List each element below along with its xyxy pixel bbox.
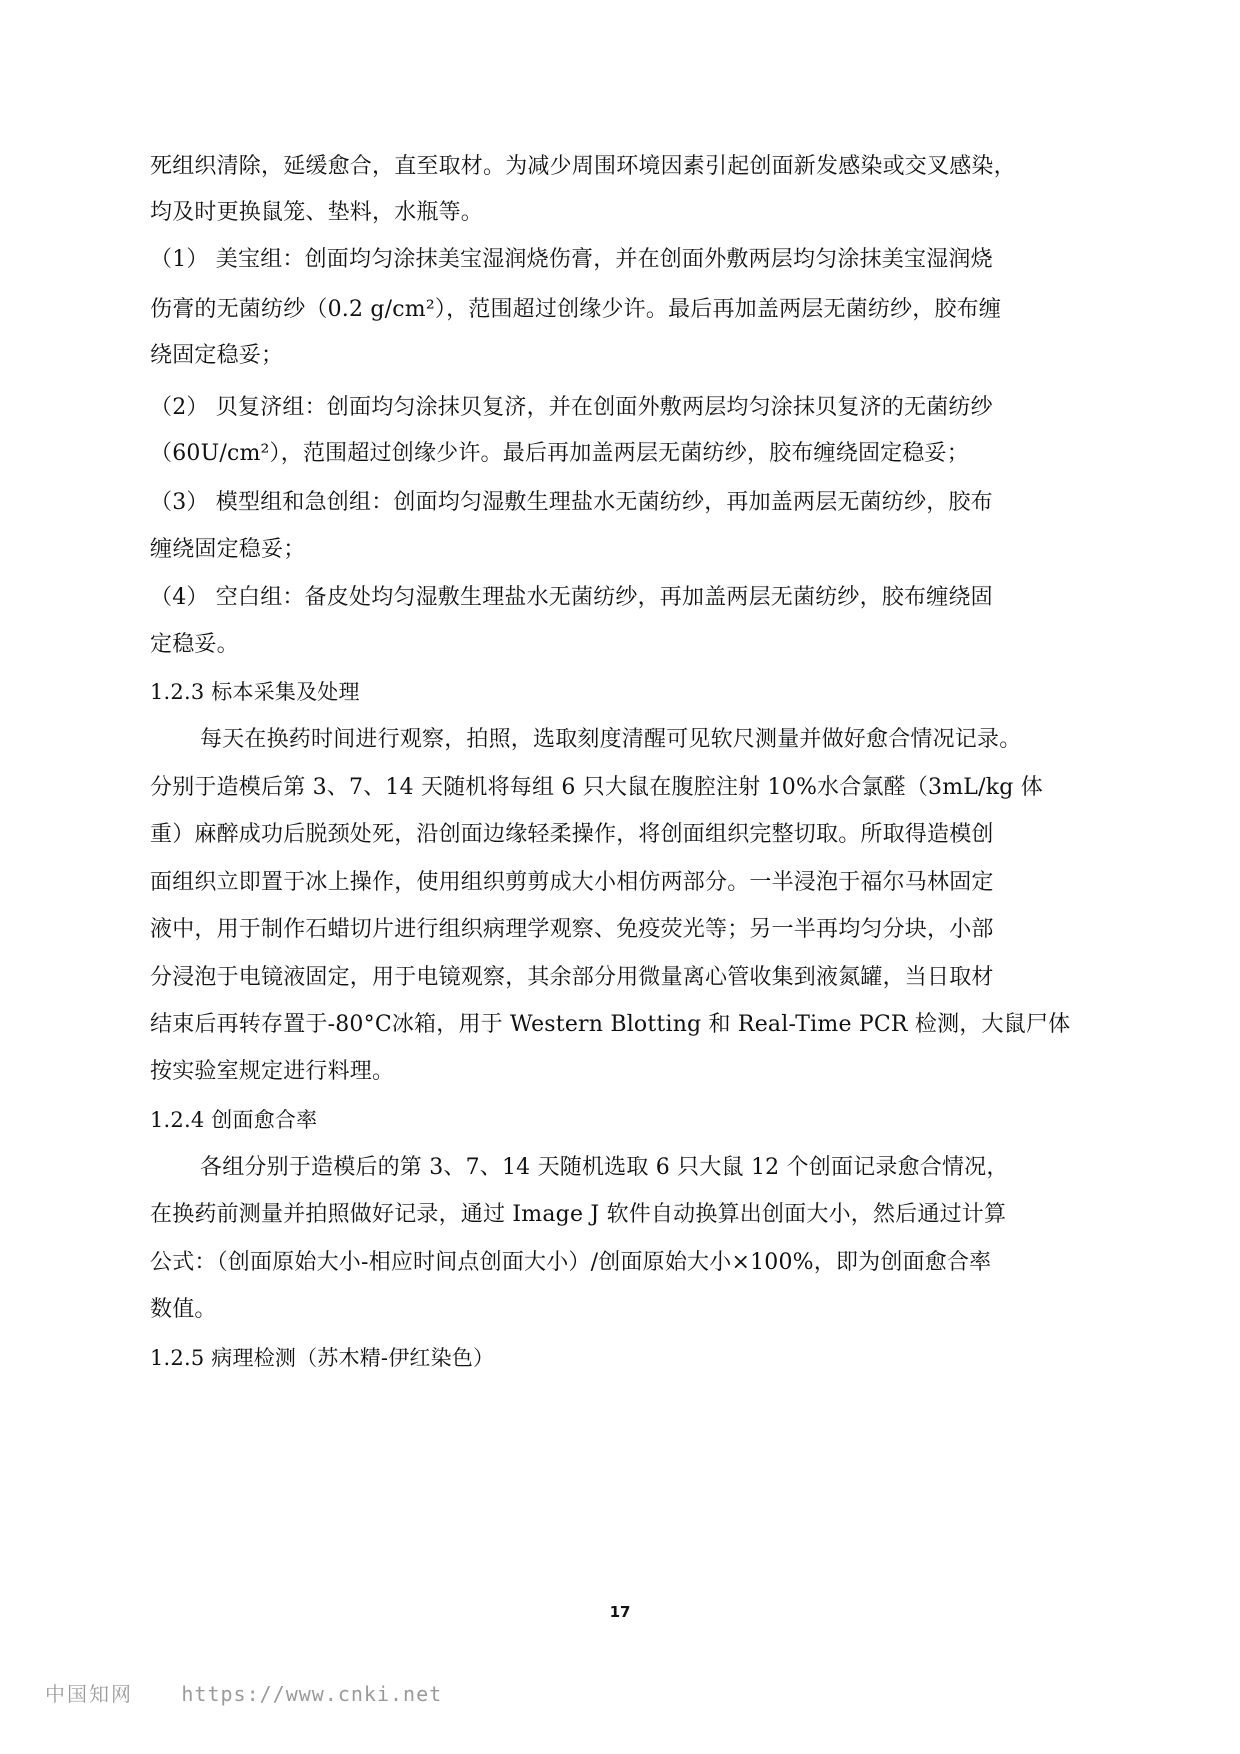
body-text-line: 分浸泡于电镜液固定，用于电镜观察，其余部分用微量离心管收集到液氮罐，当日取材 [150, 965, 994, 990]
body-text-line: 各组分别于造模后的第 3、7、14 天随机选取 6 只大鼠 12 个创面记录愈合情况， [200, 1155, 1009, 1180]
body-text-line: 重）麻醉成功后脱颈处死，沿创面边缘轻柔操作，将创面组织完整切取。所取得造模创 [150, 822, 994, 847]
footer-site-name: 中国知网 [45, 1682, 133, 1706]
list-item-2: （2） 贝复济组：创面均匀涂抹贝复济，并在创面外敷两层均匀涂抹贝复济的无菌纺纱 [150, 395, 993, 420]
section-heading-1-2-4: 1.2.4 创面愈合率 [150, 1108, 318, 1132]
section-heading-1-2-3: 1.2.3 标本采集及处理 [150, 680, 360, 704]
body-text-line: 均及时更换鼠笼、垫料，水瓶等。 [150, 200, 484, 225]
body-text-line: 伤膏的无菌纺纱（0.2 g/cm²），范围超过创缘少许。最后再加盖两层无菌纺纱，胶布缠 [150, 297, 1002, 322]
body-text-line: 面组织立即置于冰上操作，使用组织剪剪成大小相仿两部分。一半浸泡于福尔马林固定 [150, 870, 994, 895]
body-text-line: 公式：（创面原始大小-相应时间点创面大小）/创面原始大小×100%，即为创面愈合率 [150, 1250, 992, 1275]
body-text-line: 定稳妥。 [150, 632, 239, 657]
list-item-4: （4） 空白组：备皮处均匀湿敷生理盐水无菌纺纱，再加盖两层无菌纺纱，胶布缠绕固 [150, 585, 993, 610]
body-text-line: 液中，用于制作石蜡切片进行组织病理学观察、免疫荧光等；另一半再均匀分块，小部 [150, 917, 994, 942]
body-text-line: 分别于造模后第 3、7、14 天随机将每组 6 只大鼠在腹腔注射 10%水合氯醛（3mL/kg 体 [150, 775, 1043, 800]
body-text-line: （60U/cm²），范围超过创缘少许。最后再加盖两层无菌纺纱，胶布缠绕固定稳妥； [150, 441, 969, 466]
list-item-3: （3） 模型组和急创组：创面均匀湿敷生理盐水无菌纺纱，再加盖两层无菌纺纱，胶布 [150, 490, 993, 515]
body-text-line: 按实验室规定进行料理。 [150, 1059, 395, 1084]
body-text-line: 数值。 [150, 1297, 217, 1322]
body-text-line: 缠绕固定稳妥； [150, 537, 306, 562]
list-item-1: （1） 美宝组：创面均匀涂抹美宝湿润烧伤膏，并在创面外敷两层均匀涂抹美宝湿润烧 [150, 247, 993, 272]
body-text-line: 每天在换药时间进行观察，拍照，选取刻度清醒可见软尺测量并做好愈合情况记录。 [200, 727, 1022, 752]
page-number: 17 [609, 1603, 631, 1621]
footer-url[interactable]: https://www.cnki.net [181, 1682, 443, 1706]
body-text-line: 结束后再转存置于-80°C冰箱，用于 Western Blotting 和 Real-Time PCR 检测，大鼠尸体 [150, 1012, 1071, 1037]
footer-watermark [45, 1678, 442, 1707]
body-text-line: 绕固定稳妥； [150, 343, 284, 368]
body-text-line: 在换药前测量并拍照做好记录，通过 Image J 软件自动换算出创面大小，然后通过计算 [150, 1202, 1007, 1227]
section-heading-1-2-5: 1.2.5 病理检测（苏木精-伊红染色） [150, 1346, 495, 1370]
body-text-line: 死组织清除，延缓愈合，直至取材。为减少周围环境因素引起创面新发感染或交叉感染， [150, 154, 1016, 179]
